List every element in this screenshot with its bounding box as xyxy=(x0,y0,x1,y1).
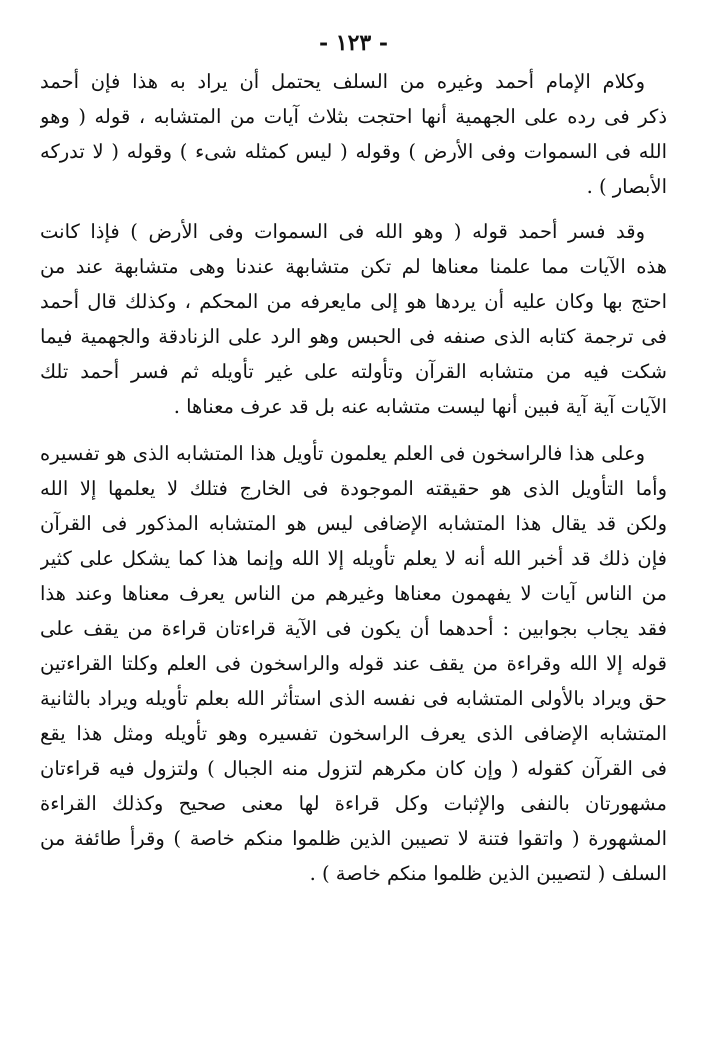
text-line: من الناس آيات لا يفهمون معناها وغيرهم من الناس يعرف معناها وعند هذا xyxy=(40,582,667,605)
text-line: احتج بها وكان عليه أن يردها هو إلى مايعرفه من المحكم ، وكذلك قال أحمد xyxy=(40,290,667,313)
text-line: ذكر فى رده على الجهمية أنها احتجت بثلاث آيات من المتشابه ، قوله ( وهو xyxy=(40,105,667,128)
text-line: الأبصار ) . xyxy=(586,175,667,198)
text-line: الله فى السموات وفى الأرض ) وقوله ( ليس كمثله شىء ) وقوله ( لا تدركه xyxy=(40,140,667,163)
paragraph-1 xyxy=(40,64,667,204)
text-line: وأما التأويل الذى هو حقيقته الموجودة فى الخارج فتلك لا يعلمها إلا الله xyxy=(40,477,667,500)
text-line: فإن ذلك قد أخبر الله أنه لا يعلم تأويله إلا الله وإنما هذا كما يشكل على كثير xyxy=(40,547,667,570)
text-line: مشهورتان بالنفى والإثبات وكل قراءة لها معنى صحيح وكذلك القراءة xyxy=(40,792,667,815)
text-line: قوله إلا الله وقراءة من يقف عند قوله والراسخون فى العلم وكلتا القراءتين xyxy=(40,652,667,675)
text-line: حق ويراد بالأولى المتشابه فى نفسه الذى استأثر الله بعلم تأويله ويراد بالثانية xyxy=(40,687,667,710)
text-line: وعلى هذا فالراسخون فى العلم يعلمون تأويل هذا المتشابه الذى هو تفسيره xyxy=(40,442,645,465)
text-line: هذه الآيات مما علمنا معناها لم تكن متشابهة عندنا وهى متشابهة عند من xyxy=(40,255,667,278)
text-line: ولكن قد يقال هذا المتشابه الإضافى ليس هو المتشابه المذكور فى القرآن xyxy=(40,512,667,535)
text-line: الآيات آية آية فبين أنها ليست متشابه عنه بل قد عرف معناها . xyxy=(173,395,667,418)
text-line: وقد فسر أحمد قوله ( وهو الله فى السموات وفى الأرض ) فإذا كانت xyxy=(40,220,645,243)
paragraph-2 xyxy=(40,214,667,424)
text-line: شكت فيه من متشابه القرآن وتأولته على غير تأويله ثم فسر أحمد تلك xyxy=(40,360,667,383)
text-line: المتشابه الإضافى الذى يعرف الراسخون تفسيره وهو تأويله ومثل هذا يقع xyxy=(40,722,667,745)
text-line: فى ترجمة كتابه الذى صنفه فى الحبس وهو الرد على الزنادقة والجهمية فيما xyxy=(40,325,667,348)
text-line: فى القرآن كقوله ( وإن كان مكرهم لتزول منه الجبال ) ولتزول فيه قراءتان xyxy=(40,757,667,780)
text-line: فقد يجاب بجوابين : أحدهما أن يكون فى الآية قراءتان قراءة من يقف على xyxy=(40,617,667,640)
text-line: المشهورة ( واتقوا فتنة لا تصيبن الذين ظلموا منكم خاصة ) وقرأ طائفة من xyxy=(40,827,667,850)
text-line: وكلام الإمام أحمد وغيره من السلف يحتمل أن يراد به هذا فإن أحمد xyxy=(40,70,645,93)
paragraph-3 xyxy=(40,436,667,891)
text-line: السلف ( لتصيبن الذين ظلموا منكم خاصة ) . xyxy=(309,862,667,885)
page-number: - ١٢٣ - xyxy=(318,30,389,56)
